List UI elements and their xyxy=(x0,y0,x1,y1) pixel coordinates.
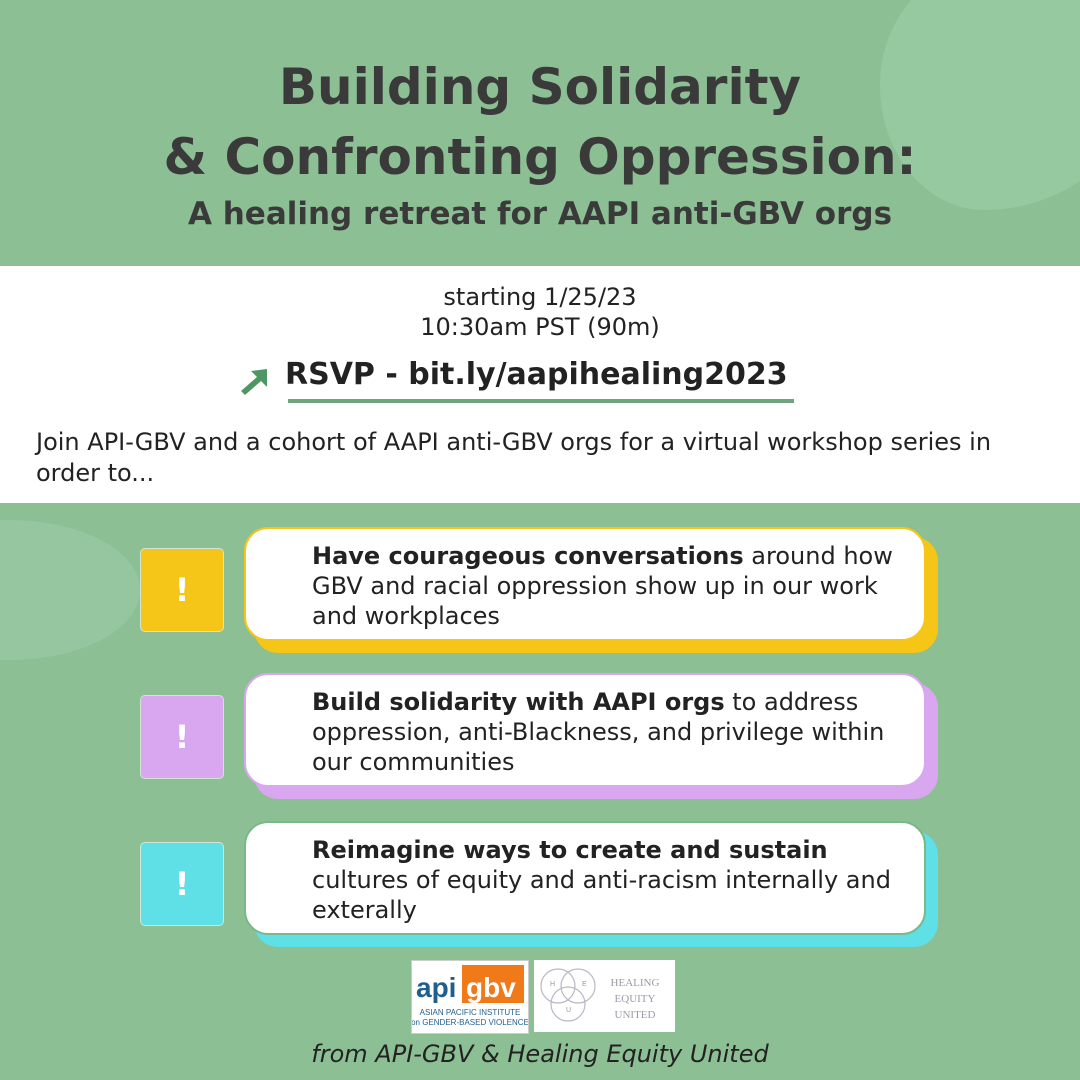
goal-bold: Reimagine ways to create and sustain xyxy=(312,836,828,864)
goal-text xyxy=(312,835,912,925)
subtitle: A healing retreat for AAPI anti-GBV orgs xyxy=(187,196,893,232)
decorative-blob xyxy=(0,520,140,660)
title-line-1: Building Solidarity xyxy=(278,58,802,116)
logo-word: HEALING xyxy=(610,977,660,989)
heu-logo-graphic xyxy=(534,960,675,1032)
logo-word: UNITED xyxy=(614,1009,656,1021)
rsvp-link[interactable]: RSVP - bit.ly/aapihealing2023 xyxy=(285,357,788,392)
logo-letter: U xyxy=(566,1007,572,1014)
event-date: starting 1/25/23 xyxy=(443,283,637,311)
api-gbv-logo xyxy=(411,960,529,1034)
healing-equity-united-logo xyxy=(534,960,675,1032)
title-line-2: & Confronting Oppression: xyxy=(163,128,917,186)
goal-bold: Build solidarity with AAPI orgs xyxy=(312,688,725,716)
intro-text: Join API-GBV and a cohort of AAPI anti-GBV orgs for a virtual workshop series in order to... xyxy=(36,428,992,487)
exclamation-icon: ! xyxy=(141,696,223,778)
exclamation-icon: ! xyxy=(141,549,223,631)
logo-subtitle-1: ASIAN PACIFIC INSTITUTE xyxy=(419,1008,521,1017)
goal-bold: Have courageous conversations xyxy=(312,542,744,570)
goal-rest: around how GBV and racial oppression show up in our work and workplaces xyxy=(312,542,893,630)
logo-letter: E xyxy=(582,981,587,988)
goal-card xyxy=(244,821,936,949)
api-gbv-logo-graphic xyxy=(412,961,528,1033)
event-time: 10:30am PST (90m) xyxy=(420,313,660,341)
goal-rest: to address oppression, anti-Blackness, and privilege within our communities xyxy=(312,688,885,776)
rsvp-underline xyxy=(288,399,794,403)
goal-rest: cultures of equity and anti-racism internally and exterally xyxy=(312,866,891,924)
goal-text xyxy=(312,541,912,631)
arrow-icon xyxy=(237,363,273,399)
logo-gbv-text: gbv xyxy=(466,972,516,1003)
footer-credit: from API-GBV & Healing Equity United xyxy=(311,1040,769,1068)
goal-card xyxy=(244,527,936,655)
exclamation-icon: ! xyxy=(141,843,223,925)
logo-letter: H xyxy=(550,981,556,988)
logo-api-text: api xyxy=(416,972,457,1003)
logo-subtitle-2: on GENDER-BASED VIOLENCE xyxy=(412,1018,528,1027)
goal-card xyxy=(244,673,936,801)
logo-word: EQUITY xyxy=(614,993,656,1005)
goal-text xyxy=(312,687,912,777)
